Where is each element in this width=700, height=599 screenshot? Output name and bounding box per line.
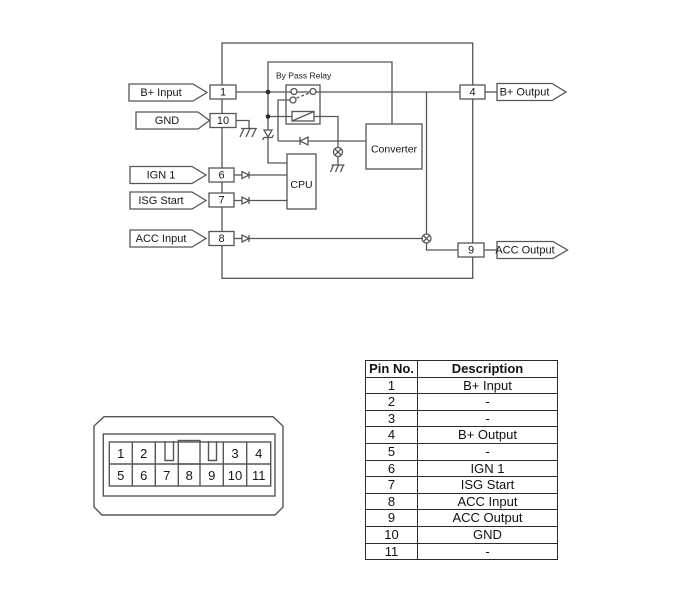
cell-description: - (418, 394, 558, 411)
cavity-number: 9 (208, 468, 216, 483)
cavity-number: 3 (231, 446, 239, 461)
table-header-row (366, 361, 558, 378)
cavity-number: 7 (163, 468, 171, 483)
module-outline (219, 43, 476, 278)
connector-diagram (94, 417, 283, 515)
table-row (366, 460, 558, 477)
cell-description: GND (418, 526, 558, 543)
label-acc-output: ACC Output (495, 244, 555, 257)
relay-coil-diag (292, 112, 314, 122)
label-acc-input: ACC Input (135, 233, 187, 245)
table-row (366, 410, 558, 427)
pin-number-6: 6 (218, 169, 225, 182)
relay-contact-icon (290, 97, 296, 103)
diode-right-icon (242, 197, 249, 204)
cell-pin: 8 (366, 493, 418, 510)
label-isg-start: ISG Start (138, 195, 184, 207)
diode-right-icon (242, 235, 249, 242)
cavity-number: 8 (185, 468, 193, 483)
circuit-diagram (129, 43, 568, 278)
cell-pin: 1 (366, 377, 418, 394)
coil-right-wire (314, 117, 338, 148)
converter-label: Converter (370, 143, 418, 156)
switch-icon (422, 234, 431, 243)
label-bplus-input: B+ Input (140, 87, 182, 99)
table-row (366, 443, 558, 460)
cell-pin: 2 (366, 394, 418, 411)
relay-label: By Pass Relay (276, 70, 332, 81)
cell-pin: 6 (366, 460, 418, 477)
relay-common-wire (278, 100, 290, 141)
cell-description: IGN 1 (418, 460, 558, 477)
cavity-number: 4 (255, 446, 263, 461)
header-pin-no: Pin No. (366, 361, 418, 378)
table-row (366, 510, 558, 527)
cpu-label: CPU (290, 179, 313, 191)
label-gnd: GND (154, 115, 180, 127)
cell-description: ISG Start (418, 477, 558, 494)
key-slot-icon (209, 441, 217, 461)
zener-diode-icon (264, 130, 272, 137)
header-description: Description (418, 361, 558, 378)
cell-pin: 10 (366, 526, 418, 543)
cell-description: ACC Input (418, 493, 558, 510)
cell-description: ACC Output (418, 510, 558, 527)
pin-number-1: 1 (219, 86, 227, 99)
table-row (366, 493, 558, 510)
cell-description: B+ Output (418, 427, 558, 444)
cavity-number: 10 (227, 468, 243, 483)
switch-icon (334, 148, 343, 157)
label-ign1: IGN 1 (146, 169, 176, 182)
table-row (366, 427, 558, 444)
pin-number-4: 4 (469, 86, 476, 99)
table-row (366, 543, 558, 560)
key-slot-icon (165, 441, 174, 461)
gnd-wire (236, 121, 249, 129)
junction-dot (266, 114, 271, 119)
table-row (366, 477, 558, 494)
connector-housing (94, 417, 283, 515)
cell-description: - (418, 410, 558, 427)
relay-armature-icon (297, 93, 310, 98)
relay-contact-icon (310, 89, 316, 95)
cavity-number: 2 (140, 446, 148, 461)
table-row (366, 394, 558, 411)
acc-out-wire (427, 243, 459, 250)
cell-description: B+ Input (418, 377, 558, 394)
diode-right-icon (242, 172, 249, 179)
ground-icon (240, 129, 257, 138)
cell-description: - (418, 443, 558, 460)
cell-pin: 7 (366, 477, 418, 494)
cell-pin: 11 (366, 543, 418, 560)
table-row (366, 377, 558, 394)
ground-icon (331, 165, 345, 172)
diode-left-icon (300, 137, 308, 145)
pin-number-7: 7 (218, 194, 225, 207)
cavity-number: 11 (251, 468, 266, 483)
cavity-number: 1 (117, 446, 125, 461)
connector-inner (103, 434, 275, 496)
relay-contact-icon (291, 89, 297, 95)
cell-pin: 9 (366, 510, 418, 527)
key-slot-icon (178, 441, 200, 465)
label-bplus-output: B+ Output (499, 86, 550, 99)
cavity-number: 5 (117, 468, 125, 483)
cell-pin: 5 (366, 443, 418, 460)
pin-number-10: 10 (216, 115, 230, 127)
cell-pin: 4 (366, 427, 418, 444)
pin-number-8: 8 (218, 233, 225, 245)
cavity-number: 6 (140, 468, 148, 483)
table-row (366, 526, 558, 543)
cell-description: - (418, 543, 558, 560)
junction-dot (266, 90, 271, 95)
pin-number-9: 9 (467, 244, 475, 257)
cell-pin: 3 (366, 410, 418, 427)
pin-description-table (365, 360, 558, 560)
